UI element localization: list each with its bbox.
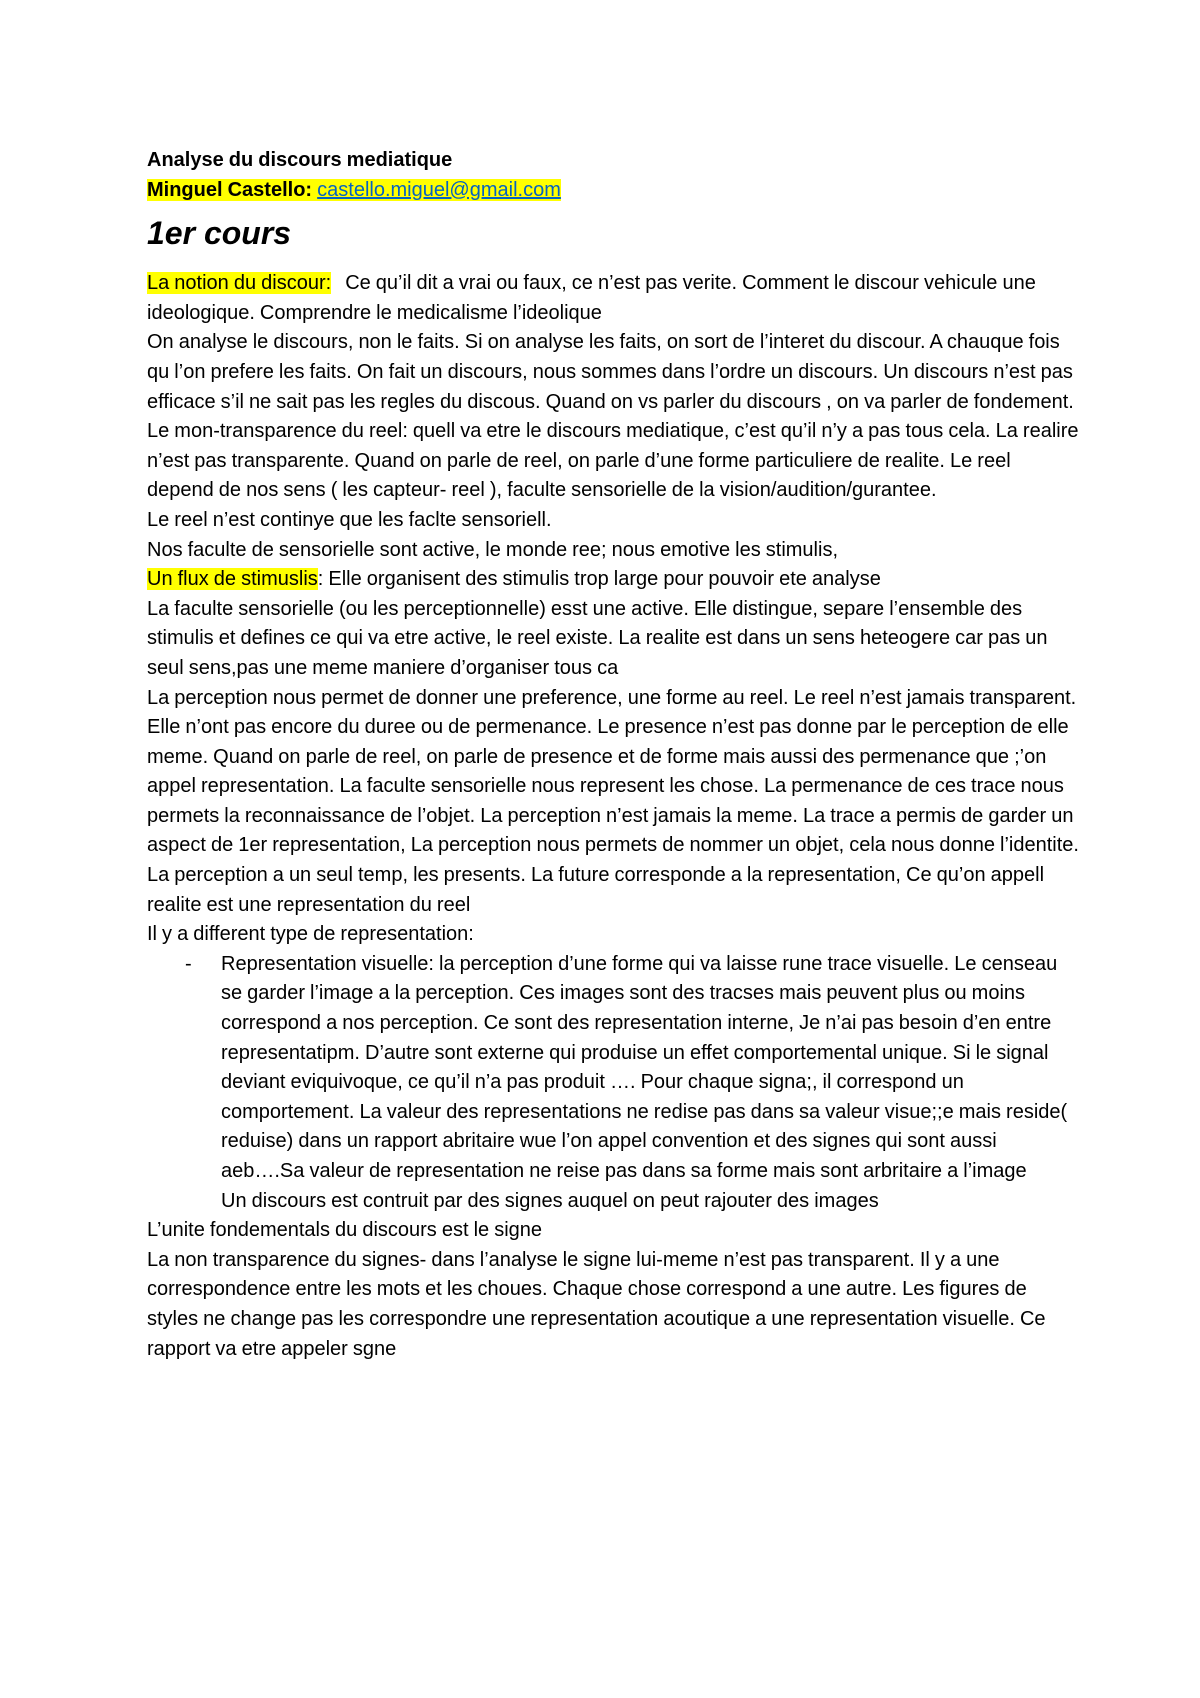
author-line — [147, 176, 1080, 206]
paragraph-text: : Elle organisent des stimulis trop large pour pouvoir ete analyse — [317, 568, 881, 591]
author-highlight — [147, 179, 561, 201]
paragraph: On analyse le discours, non le faits. Si on analyse les faits, on sort de l’interet du discour. A chauque fois qu l’on prefere les faits. On fait un discours, nous sommes dans l’ordre un discours. Un discours n’est pas efficace s’il ne sait pas les regles du discous. Quand on vs parler du discours , on va parler de fondement. — [147, 331, 1074, 413]
document-title: Analyse du discours mediatique — [147, 149, 453, 171]
email-link[interactable]: castello.miguel@gmail.com — [317, 178, 561, 201]
list-item — [147, 950, 1080, 1216]
highlight-flux-stimulis: Un flux de stimuslis — [147, 568, 318, 591]
paragraph: Il y a different type de representation: — [147, 923, 474, 946]
paragraph: Nos faculte de sensorielle sont active, le monde ree; nous emotive les stimulis, — [147, 538, 839, 561]
paragraph-notion-discour — [147, 269, 1080, 328]
paragraph: La faculte sensorielle (ou les perceptionnelle) esst une active. Elle distingue, separe l’ensemble des stimulis et defines ce qui va etre active, le reel existe. La realite est dans un sens heteogere car pas un seul sens,pas une meme maniere d’organiser tous ca — [147, 597, 1048, 679]
list-item-continuation: Un discours est contruit par des signes auquel on peut rajouter des images — [221, 1189, 879, 1212]
list-bullet-dash: - — [185, 952, 192, 975]
author-name: Minguel Castello: — [147, 178, 313, 201]
paragraph: Le reel n’est continye que les faclte sensoriell. — [147, 508, 552, 531]
paragraph: La perception nous permet de donner une preference, une forme au reel. Le reel n’est jamais transparent. Elle n’ont pas encore du duree ou de permenance. Le presence n’est pas donne par le perception de elle meme. Quand on parle de reel, on parle de presence et de forme mais aussi des permenance que ;’on appel representation. La faculte sensorielle nous represent les chose. La permenance de ces trace nous permets la reconnaissance de l’objet. La perception n’est jamais la meme. La trace a permis de garder un aspect de 1er representation, La perception nous permets de nommer un objet, cela nous donne l’identite. La perception a un seul temp, les presents. La future corresponde a la representation, Ce qu’on appell realite est une representation du reel — [147, 686, 1079, 916]
paragraph-text: Ce qu’il dit a vrai ou faux, ce n’est pas verite. Comment le discour vehicule une ideologique. Comprendre le medicalisme l’ideolique — [147, 272, 1036, 324]
highlight-notion-discour: La notion du discour: — [147, 272, 332, 295]
paragraph: Le mon-transparence du reel: quell va etre le discours mediatique, c’est qu’il n’y a pas tous cela. La realire n’est pas transparente. Quand on parle de reel, on parle d’une forme particuliere de realite. Le reel depend de nos sens ( les capteur- reel ), faculte sensorielle de la vision/audition/gurantee. — [147, 420, 1079, 502]
paragraph: L’unite fondementals du discours est le signe — [147, 1219, 543, 1242]
paragraph-flux-stimulis — [147, 565, 1080, 595]
representation-list — [147, 950, 1080, 1216]
lesson-heading: 1er cours — [147, 215, 292, 252]
list-item-text: Representation visuelle: la perception d’une forme qui va laisse rune trace visuelle. Le censeau se garder l’image a la perception. Ces images sont des tracses mais peuvent plus ou moins correspond a nos perception. Ce sont des representation interne, Je n’ai pas besoin d’en entre representatipm. D’autre sont externe qui produise un effet comportemental unique. Si le signal deviant eviquivoque, ce qu’il n’a pas produit …. Pour chaque signa;, il correspond un comportement. La valeur des representations ne redise pas dans sa valeur visue;;e mais reside( reduise) dans un rapport abritaire wue l’on appel convention et des signes qui sont aussi aeb….Sa valeur de representation ne reise pas dans sa forme mais sont arbritaire a l’image — [221, 952, 1068, 1182]
paragraph: La non transparence du signes- dans l’analyse le signe lui-meme n’est pas transparent. Il y a une correspondence entre les mots et les choues. Chaque chose correspond a une autre. Les figures de styles ne change pas les correspondre une representation acoutique a une representation visuelle. Ce rapport va etre appeler sgne — [147, 1248, 1046, 1360]
